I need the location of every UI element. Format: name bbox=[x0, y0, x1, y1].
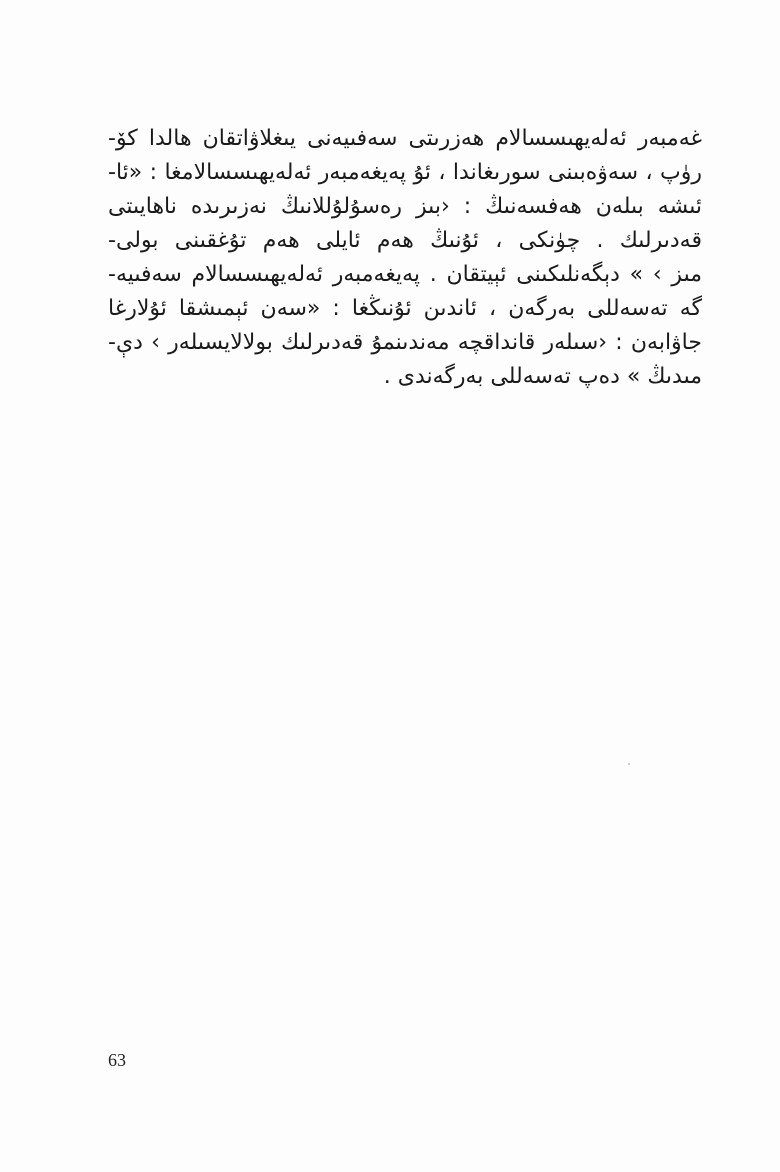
text-line-8: مىدىڭ » دەپ تەسەللى بەرگەندى . bbox=[383, 364, 702, 389]
text-line-3: ئىشە بىلەن ھەفسەنىڭ : ‹بىز رەسۇلۇللانىڭ نەزىرىدە ناھايىتى bbox=[108, 194, 702, 219]
text-line-4: قەدىرلىك . چۈنكى ، ئۇنىڭ ھەم ئايلى ھەم تۇغقىنى بولى- bbox=[108, 228, 702, 253]
text-line-6: گە تەسەللى بەرگەن ، ئاندىن ئۇنىڭغا : «سەن ئېمىشقا ئۇلارغا bbox=[108, 296, 702, 321]
text-line-1: غەمبەر ئەلەيھىسسالام ھەزرىتى سەفىيەنى يىغلاۋاتقان ھالدا كۆ- bbox=[108, 126, 702, 151]
text-line-7: جاۋابەن : ‹سىلەر قانداقچە مەندىنمۇ قەدىرلىك بولالايسىلەر › دې- bbox=[108, 330, 702, 355]
body-text bbox=[108, 122, 702, 394]
paper-speck bbox=[628, 763, 630, 765]
text-line-5: مىز › » دېگەنلىكىنى ئېيتقان . پەيغەمبەر ئەلەيھىسسالام سەفىيە- bbox=[108, 262, 702, 287]
text-line-2: رۈپ ، سەۋەبىنى سورىغاندا ، ئۇ پەيغەمبەر ئەلەيھىسسالامغا : «ئا- bbox=[108, 160, 702, 185]
page-number: 63 bbox=[108, 1050, 126, 1070]
